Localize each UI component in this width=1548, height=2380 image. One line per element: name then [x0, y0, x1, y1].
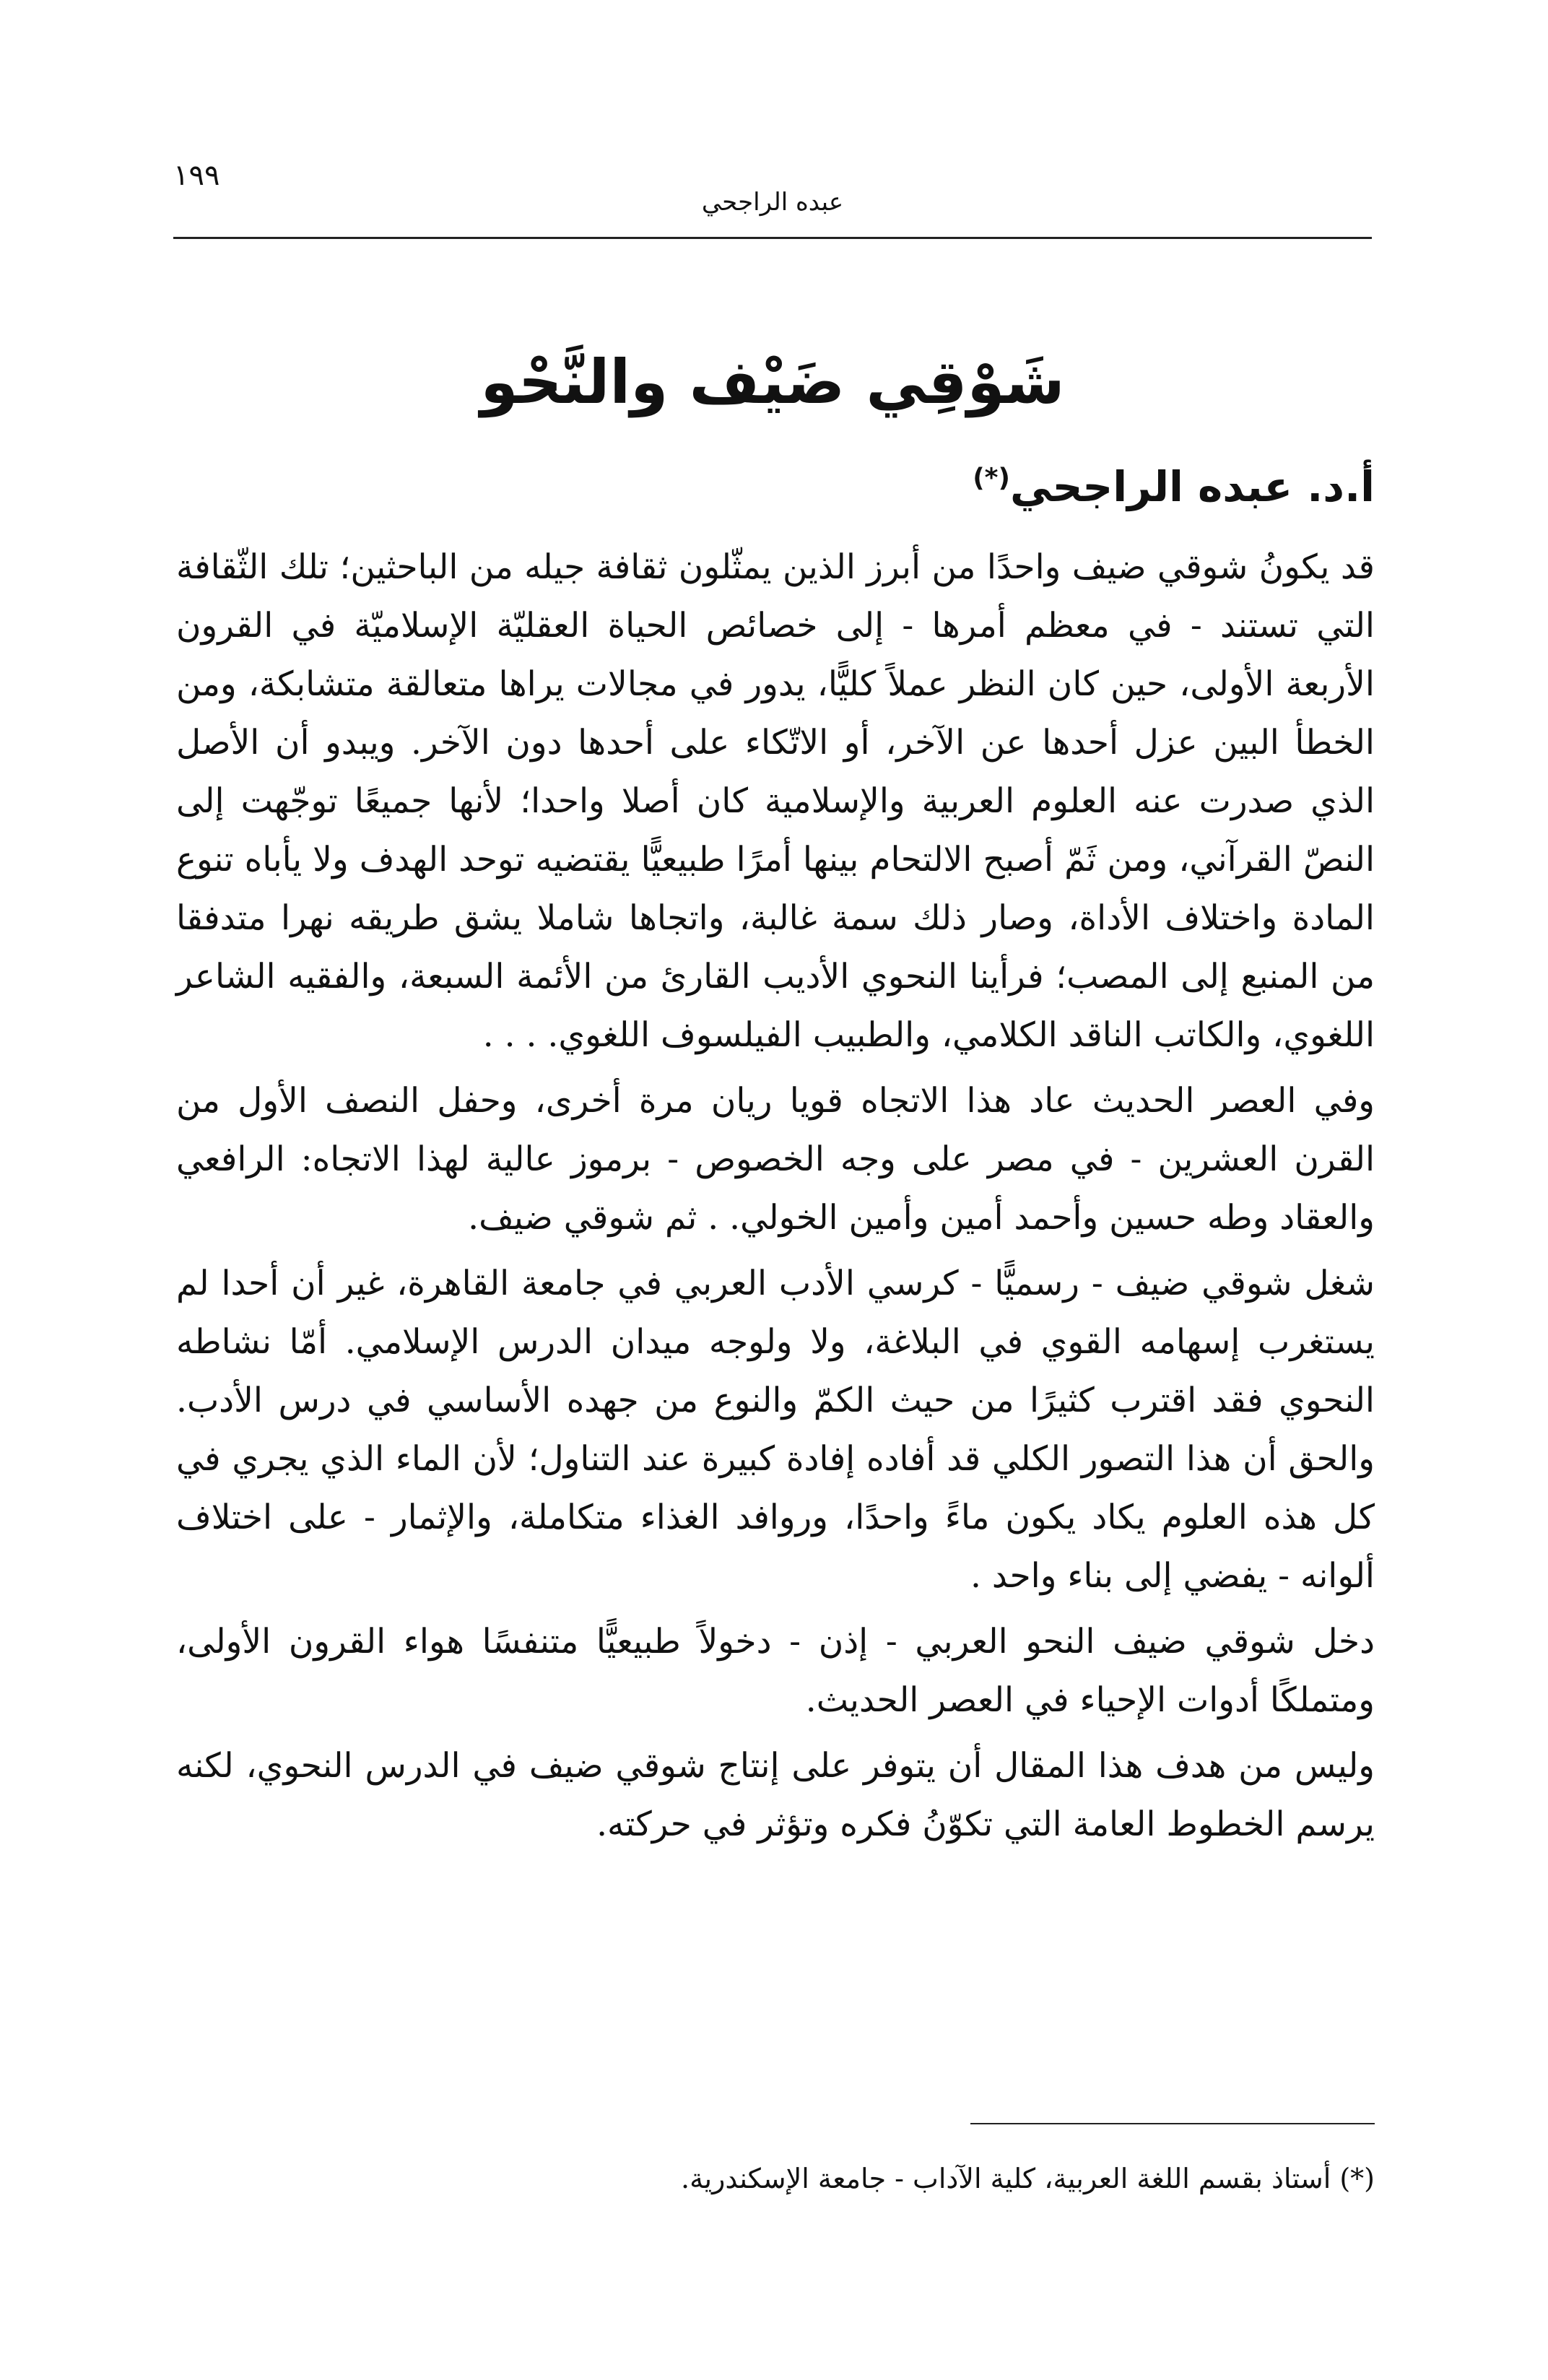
article-body [176, 538, 1375, 1861]
author-name: أ.د. عبده الراجحي [1009, 462, 1375, 511]
footnote-reference-marker: (*) [973, 463, 1010, 493]
body-paragraph: شغل شوقي ضيف - رسميًّا - كرسي الأدب العربي في جامعة القاهرة، غير أن أحدا لم يستغرب إسهامه القوي في البلاغة، ولا ولوجه ميدان الدرس الإسلامي. أمّا نشاطه النحوي فقد اقترب كثيرًا من حيث الكمّ والنوع من جهده الأساسي في درس الأدب. والحق أن هذا التصور الكلي قد أفاده إفادة كبيرة عند التناول؛ لأن الماء الذي يجري في كل هذه العلوم يكاد يكون ماءً واحدًا، وروافد الغذاء متكاملة، والإثمار - على اختلاف ألوانه - يفضي إلى بناء واحد . [176, 1264, 1375, 1596]
footnote [176, 2163, 1375, 2194]
footnote-text: أستاذ بقسم اللغة العربية، كلية الآداب - جامعة الإسكندرية. [681, 2163, 1331, 2194]
header-divider [173, 237, 1372, 239]
body-paragraph: وفي العصر الحديث عاد هذا الاتجاه قويا ريان مرة أخرى، وحفل النصف الأول من القرن العشرين - في مصر على وجه الخصوص - برموز عالية لهذا الاتجاه: الرافعي والعقاد وطه حسين وأحمد أمين وأمين الخولي. . ثم شوقي ضيف. [176, 1081, 1375, 1238]
body-paragraph: دخل شوقي ضيف النحو العربي - إذن - دخولاً طبيعيًّا متنفسًا هواء القرون الأولى، ومتملكًا أدوات الإحياء في العصر الحديث. [176, 1622, 1375, 1720]
body-paragraph: وليس من هدف هذا المقال أن يتوفر على إنتاج شوقي ضيف في الدرس النحوي، لكنه يرسم الخطوط العامة التي تكوّنُ فكره وتؤثر في حركته. [176, 1746, 1375, 1844]
page-number: ١٩٩ [173, 159, 220, 192]
author-byline [973, 462, 1375, 511]
article-title: شَوْقِي ضَيْف والنَّحْو [480, 347, 1065, 417]
running-header-author: عبده الراجحي [701, 188, 844, 217]
footnote-marker: (*) [1339, 2163, 1375, 2194]
body-paragraph: قد يكونُ شوقي ضيف واحدًا من أبرز الذين يمثّلون ثقافة جيله من الباحثين؛ تلك الثّقافة التي تستند - في معظم أمرها - إلى خصائص الحياة العقليّة الإسلاميّة في القرون الأربعة الأولى، حين كان النظر عملاً كليًّا، يدور في مجالات يراها متعالقة متشابكة، ومن الخطأ البين عزل أحدها عن الآخر، أو الاتّكاء على أحدها دون الآخر. ويبدو أن الأصل الذي صدرت عنه العلوم العربية والإسلامية كان أصلا واحدا؛ لأنها جميعًا توجّهت إلى النصّ القرآني، ومن ثَمّ أصبح الالتحام بينها أمرًا طبيعيًّا يقتضيه توحد الهدف ولا يأباه تنوع المادة واختلاف الأداة، وصار ذلك سمة غالبة، واتجاها شاملا يشق طريقه نهرا متدفقا من المنبع إلى المصب؛ فرأينا النحوي الأديب القارئ من الأئمة السبعة، والفقيه الشاعر اللغوي، والكاتب الناقد الكلامي، والطبيب الفيلسوف اللغوي. . . . [176, 547, 1375, 1055]
footnote-divider [970, 2123, 1375, 2124]
running-header [173, 159, 1372, 231]
